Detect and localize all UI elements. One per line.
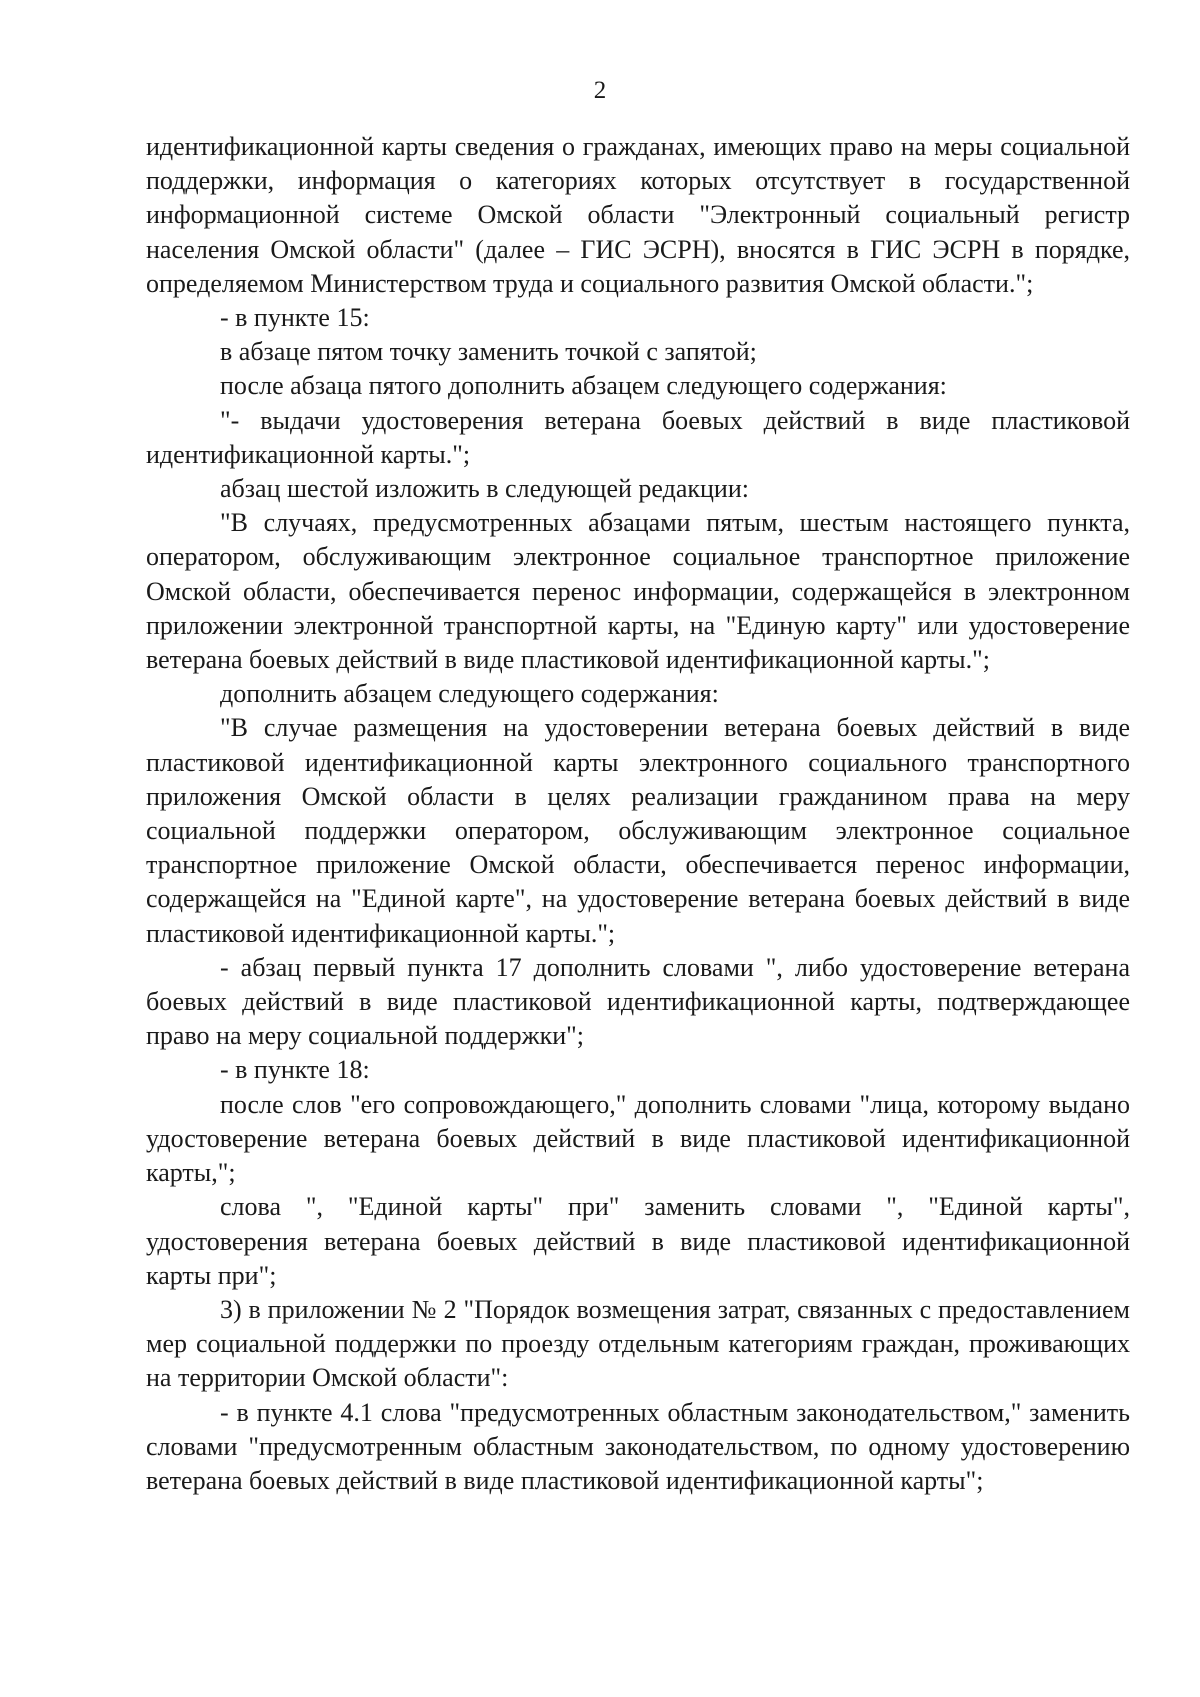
paragraph: слова ", "Единой карты" при" заменить словами ", "Единой карты", удостоверения ветерана боевых действий в виде пластиковой идентификационной карты при"; [146,1192,1130,1290]
paragraph-item-17: - абзац первый пункта 17 дополнить словами ", либо удостоверение ветерана боевых действий в виде пластиковой идентификационной карты, подтверждающее право на меру социальной поддержки"; [146,952,1130,1051]
paragraph-quote: "В случае размещения на удостоверении ветерана боевых действий в виде пластиковой идентификационной карты электронного социального транспортного приложения Омской области в целях реализации гражданином права на меру социальной поддержки оператором, обслуживающим электронное социальное транспортное приложение Омской области, обеспечивается перенос информации, содержащейся на "Единой карте", на удостоверение ветерана боевых действий в виде пластиковой идентификационной карты."; [146,713,1130,948]
paragraph-item-15-heading: - в пункте 15: [220,303,370,333]
paragraph: абзац шестой изложить в следующей редакции: [220,474,749,504]
paragraph: после слов "его сопровождающего," дополнить словами "лица, которому выдано удостоверение ветерана боевых действий в виде пластиковой идентификационной карты,"; [146,1089,1130,1188]
paragraph: после абзаца пятого дополнить абзацем следующего содержания: [220,371,947,401]
paragraph-appendix-2: 3) в приложении № 2 "Порядок возмещения затрат, связанных с предоставлением мер социальной поддержки по проезду отдельным категориям граждан, проживающих на территории Омской области": [146,1294,1130,1393]
paragraph-quote: "- выдачи удостоверения ветерана боевых действий в виде пластиковой идентификационной карты."; [146,405,1130,469]
paragraph-quote: "В случаях, предусмотренных абзацами пятым, шестым настоящего пункта, оператором, обслуживающим электронное социальное транспортное приложение Омской области, обеспечивается перенос информации, содержащейся в электронном приложении электронной транспортной карты, на "Единую карту" или удостоверение ветерана боевых действий в виде пластиковой идентификационной карты."; [146,508,1130,675]
paragraph: в абзаце пятом точку заменить точкой с запятой; [220,337,757,367]
page-number: 2 [593,77,607,104]
paragraph-item-18-heading: - в пункте 18: [220,1055,370,1085]
paragraph-item-4-1: - в пункте 4.1 слова "предусмотренных областным законодательством," заменить словами "предусмотренным областным законодательством, по одному удостоверению ветерана боевых действий в виде пластиковой идентификационной карты"; [146,1397,1130,1495]
paragraph: дополнить абзацем следующего содержания: [220,679,719,709]
document-body [146,130,1130,1498]
paragraph-continuation: идентификационной карты сведения о гражданах, имеющих право на меры социальной поддержки, информация о категориях которых отсутствует в государственной информационной системе Омской области "Электронный социальный регистр населения Омской области" (далее – ГИС ЭСРН), вносятся в ГИС ЭСРН в порядке, определяемом Министерством труда и социального развития Омской области."; [146,132,1130,298]
